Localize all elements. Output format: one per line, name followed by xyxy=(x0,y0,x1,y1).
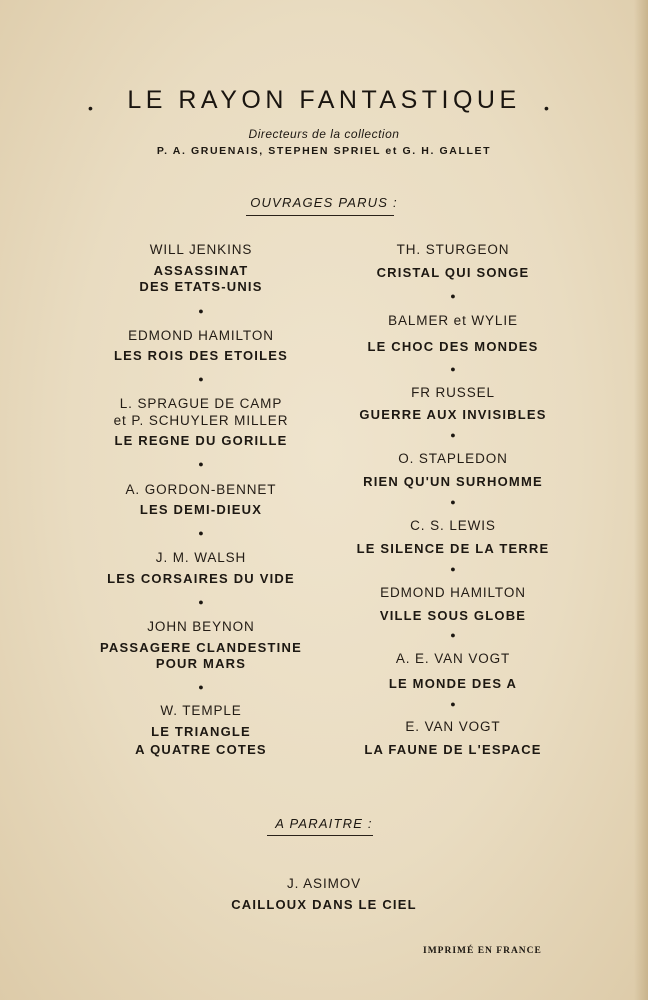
book-title: PASSAGERE CLANDESTINE xyxy=(100,640,302,655)
upcoming-heading: A PARAITRE : xyxy=(275,816,373,831)
author: A. E. VAN VOGT xyxy=(395,651,511,666)
separator-dot-icon: ● xyxy=(198,374,204,384)
book-title: LE REGNE DU GORILLE xyxy=(114,433,288,448)
author: W. TEMPLE xyxy=(160,703,242,718)
separator-dot-icon: ● xyxy=(198,459,204,469)
author: L. SPRAGUE DE CAMP xyxy=(119,396,283,411)
author: J. ASIMOV xyxy=(286,876,362,891)
book-title: POUR MARS xyxy=(155,656,247,671)
book-title: LE SILENCE DE LA TERRE xyxy=(356,541,550,556)
series-title-row xyxy=(0,86,648,115)
book-title: LA FAUNE DE L'ESPACE xyxy=(364,742,542,757)
book-title: RIEN QU'UN SURHOMME xyxy=(363,474,543,489)
book-title: VILLE SOUS GLOBE xyxy=(379,608,527,623)
book-title: CAILLOUX DANS LE CIEL xyxy=(231,897,417,912)
author: EDMOND HAMILTON xyxy=(128,328,274,343)
upcoming-heading-underline xyxy=(267,835,373,836)
author: J. M. WALSH xyxy=(155,550,247,565)
book-title: LE CHOC DES MONDES xyxy=(367,339,539,354)
book-title: CRISTAL QUI SONGE xyxy=(376,265,530,280)
series-title: LE RAYON FANTASTIQUE xyxy=(127,86,521,114)
upcoming-author-row xyxy=(0,875,648,893)
separator-dot-icon: ● xyxy=(450,497,456,507)
separator-dot-icon: ● xyxy=(450,430,456,440)
directors-label: Directeurs de la collection xyxy=(248,127,400,141)
author: A. GORDON-BENNET xyxy=(125,482,277,497)
upcoming-heading-row xyxy=(0,815,648,833)
published-heading: OUVRAGES PARUS : xyxy=(250,195,398,210)
directors-names: P. A. GRUENAIS, STEPHEN SPRIEL et G. H. GALLET xyxy=(156,145,492,157)
bullet-dot-icon: • xyxy=(544,100,549,116)
book-title: LES DEMI-DIEUX xyxy=(139,502,263,517)
author: O. STAPLEDON xyxy=(398,451,508,466)
separator-dot-icon: ● xyxy=(198,682,204,692)
author: FR RUSSEL xyxy=(411,385,495,400)
book-title: DES ETATS-UNIS xyxy=(139,279,263,294)
separator-dot-icon: ● xyxy=(450,291,456,301)
author: et P. SCHUYLER MILLER xyxy=(113,413,289,428)
book-title: GUERRE AUX INVISIBLES xyxy=(359,407,547,422)
book-title: LE MONDE DES A xyxy=(388,676,518,691)
author: E. VAN VOGT xyxy=(405,719,501,734)
separator-dot-icon: ● xyxy=(198,597,204,607)
book-title: LES ROIS DES ETOILES xyxy=(113,348,288,363)
separator-dot-icon: ● xyxy=(450,699,456,709)
separator-dot-icon: ● xyxy=(198,306,204,316)
author: JOHN BEYNON xyxy=(147,619,255,634)
author: EDMOND HAMILTON xyxy=(380,585,526,600)
author: TH. STURGEON xyxy=(396,242,510,257)
author: WILL JENKINS xyxy=(149,242,253,257)
separator-dot-icon: ● xyxy=(450,564,456,574)
published-heading-row xyxy=(0,194,648,212)
book-title: LES CORSAIRES DU VIDE xyxy=(107,571,295,586)
book-title: ASSASSINAT xyxy=(153,263,249,278)
upcoming-title-row xyxy=(0,896,648,914)
printed-in-label: IMPRIMÉ EN FRANCE xyxy=(423,946,542,956)
author: BALMER et WYLIE xyxy=(388,313,518,328)
book-title: A QUATRE COTES xyxy=(135,742,267,757)
separator-dot-icon: ● xyxy=(198,528,204,538)
book-title: LE TRIANGLE xyxy=(151,724,251,739)
separator-dot-icon: ● xyxy=(450,364,456,374)
separator-dot-icon: ● xyxy=(450,630,456,640)
bullet-dot-icon: • xyxy=(88,100,93,116)
author: C. S. LEWIS xyxy=(410,518,496,533)
published-heading-underline xyxy=(246,215,394,216)
